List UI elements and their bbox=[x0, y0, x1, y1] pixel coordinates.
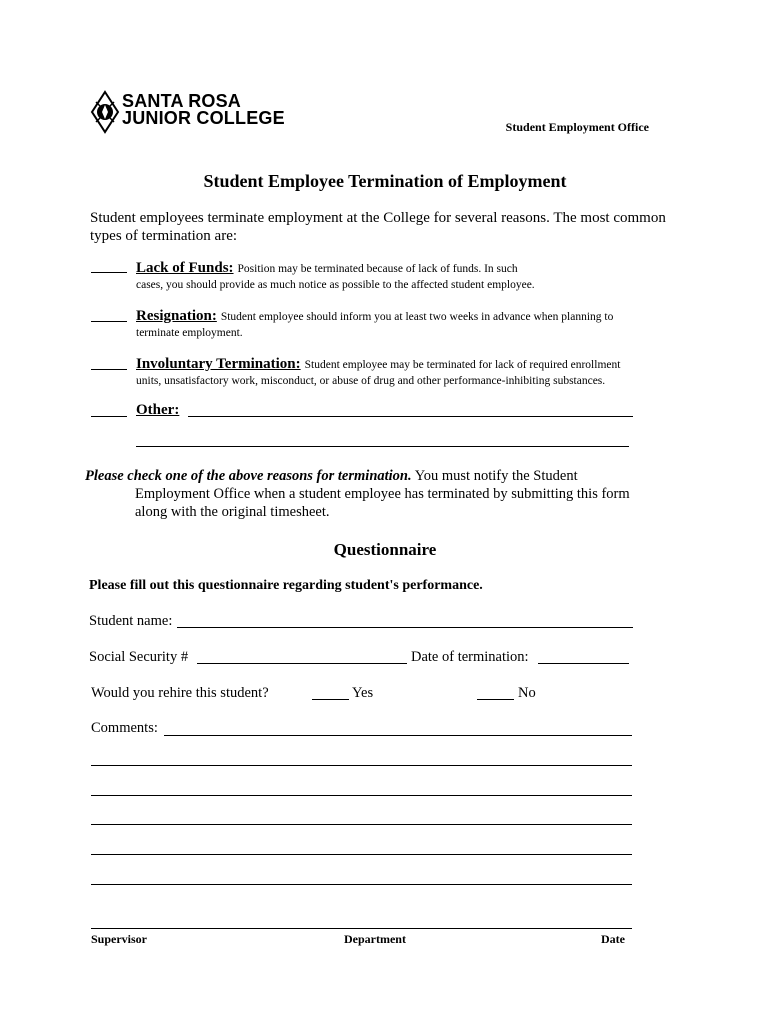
notice-emphasis: Please check one of the above reasons for termination. bbox=[85, 468, 412, 484]
questionnaire-title: Questionnaire bbox=[333, 540, 437, 559]
reason-title: Other: bbox=[136, 402, 180, 418]
rehire-no-checkbox[interactable] bbox=[477, 699, 514, 700]
reason-text-2: terminate employment. bbox=[136, 327, 243, 339]
date-label: Date bbox=[601, 932, 625, 946]
notice-rest-1: You must notify the Student bbox=[414, 468, 578, 484]
reason-title: Lack of Funds: bbox=[136, 260, 234, 276]
reason-title: Involuntary Termination: bbox=[136, 356, 301, 372]
logo-line-1: SANTA ROSA bbox=[122, 91, 241, 111]
intro-text: Student employees terminate employment at the College for several reasons. The most common types of termination are: bbox=[90, 210, 666, 244]
rehire-no-label: No bbox=[518, 685, 536, 701]
resignation-checkbox[interactable] bbox=[91, 321, 127, 322]
department-label: Department bbox=[344, 932, 406, 946]
notice-rest-3: along with the original timesheet. bbox=[135, 504, 330, 520]
questionnaire-subtitle: Please fill out this questionnaire regarding student's performance. bbox=[89, 578, 483, 593]
college-seal-icon bbox=[90, 90, 120, 134]
ssn-field[interactable] bbox=[197, 663, 407, 664]
reason-text-2: cases, you should provide as much notice as possible to the affected student employee. bbox=[136, 279, 535, 291]
rehire-question: Would you rehire this student? bbox=[91, 685, 269, 701]
involuntary-termination-checkbox[interactable] bbox=[91, 369, 127, 370]
termination-date-label: Date of termination: bbox=[411, 649, 529, 665]
reason-text: Position may be terminated because of lack of funds. In such bbox=[237, 263, 518, 275]
comments-line-5[interactable] bbox=[91, 854, 632, 855]
reason-text-2: units, unsatisfactory work, misconduct, or abuse of drug and other performance-inhibiting substances. bbox=[136, 375, 606, 387]
other-reason-line-2[interactable] bbox=[136, 446, 629, 447]
reason-resignation bbox=[136, 308, 696, 341]
logo-line-2: JUNIOR COLLEGE bbox=[122, 108, 285, 128]
comments-line-1[interactable] bbox=[164, 735, 632, 736]
ssn-label: Social Security # bbox=[89, 649, 189, 665]
reason-text: Student employee should inform you at least two weeks in advance when planning to bbox=[220, 311, 614, 323]
comments-line-2[interactable] bbox=[91, 765, 632, 766]
student-name-field[interactable] bbox=[177, 627, 633, 628]
reason-lack-of-funds bbox=[136, 260, 696, 293]
comments-line-3[interactable] bbox=[91, 795, 632, 796]
student-name-label: Student name: bbox=[89, 613, 173, 629]
reason-title: Resignation: bbox=[136, 308, 217, 324]
signature-line[interactable] bbox=[91, 928, 632, 929]
rehire-yes-checkbox[interactable] bbox=[312, 699, 349, 700]
termination-date-field[interactable] bbox=[538, 663, 629, 664]
submission-notice bbox=[85, 467, 685, 521]
lack-of-funds-checkbox[interactable] bbox=[91, 272, 127, 273]
reason-text: Student employee may be terminated for lack of required enrollment bbox=[304, 359, 621, 371]
comments-line-4[interactable] bbox=[91, 824, 632, 825]
supervisor-label: Supervisor bbox=[91, 932, 148, 946]
other-checkbox[interactable] bbox=[91, 416, 127, 417]
notice-rest-2: Employment Office when a student employee has terminated by submitting this form bbox=[135, 486, 630, 502]
rehire-yes-label: Yes bbox=[352, 685, 374, 701]
form-title: Student Employee Termination of Employment bbox=[203, 171, 567, 191]
comments-line-6[interactable] bbox=[91, 884, 632, 885]
college-name bbox=[122, 93, 285, 127]
reason-involuntary bbox=[136, 356, 696, 389]
other-reason-line-1[interactable] bbox=[188, 416, 633, 417]
office-label: Student Employment Office bbox=[505, 120, 649, 134]
comments-label: Comments: bbox=[91, 720, 158, 736]
